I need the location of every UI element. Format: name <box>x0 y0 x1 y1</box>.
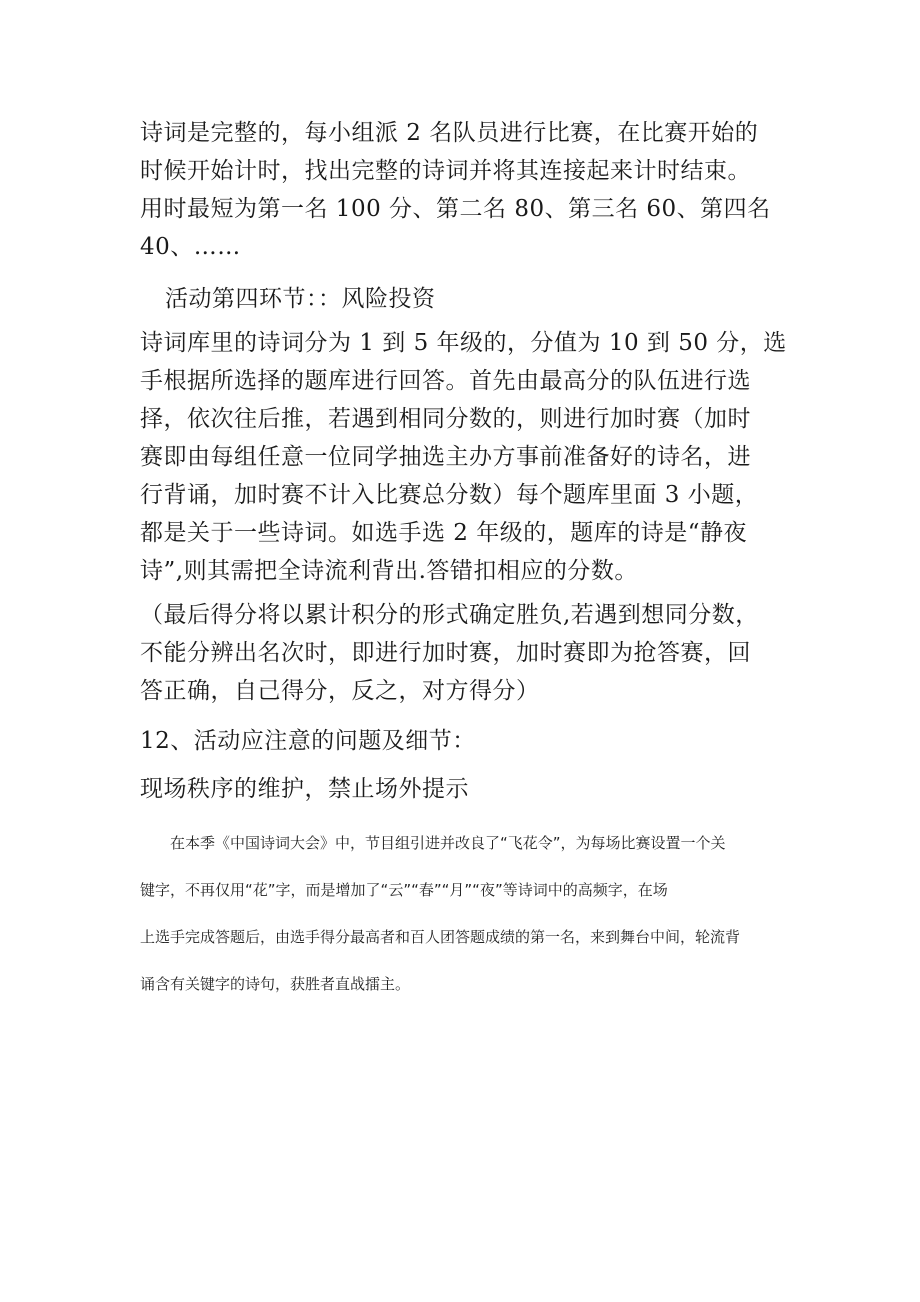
quote-line-1: 在本季《中国诗词大会》中，节目组引进并改良了“飞花令”，为每场比赛设置一个关 <box>170 834 726 852</box>
section-12-text: 现场秩序的维护，禁止场外提示 <box>140 776 469 802</box>
paragraph-2-line-6: 都是关于一些诗词。如选手选 2 年级的，题库的诗是“静夜 <box>140 520 748 546</box>
quote-line-2: 键字，不再仅用“花”字，而是增加了“云”“春”“月”“夜”等诗词中的高频字，在场 <box>140 881 668 899</box>
paragraph-3-line-1: （最后得分将以累计积分的形式确定胜负,若遇到想同分数， <box>140 602 759 628</box>
paragraph-1-line-4: 40、…… <box>140 234 241 260</box>
paragraph-1-line-1: 诗词是完整的，每小组派 2 名队员进行比赛，在比赛开始的 <box>140 120 759 146</box>
paragraph-3-line-2: 不能分辨出名次时，即进行加时赛，加时赛即为抢答赛，回 <box>140 640 751 666</box>
paragraph-2-line-7: 诗”,则其需把全诗流利背出.答错扣相应的分数。 <box>140 558 638 584</box>
quote-line-3: 上选手完成答题后，由选手得分最高者和百人团答题成绩的第一名，来到舞台中间，轮流背 <box>140 928 741 946</box>
section-4-heading: 活动第四环节：：风险投资 <box>165 286 436 312</box>
paragraph-2-line-4: 赛即由每组任意一位同学抽选主办方事前准备好的诗名，进 <box>140 444 751 470</box>
section-12-heading: 12、活动应注意的问题及细节： <box>140 728 476 754</box>
quote-line-4: 诵含有关键字的诗句，获胜者直战擂主。 <box>140 975 411 993</box>
paragraph-1-line-2: 时候开始计时，找出完整的诗词并将其连接起来计时结束。 <box>140 158 751 184</box>
paragraph-2-line-2: 手根据所选择的题库进行回答。首先由最高分的队伍进行选 <box>140 368 751 394</box>
paragraph-2-line-5: 行背诵，加时赛不计入比赛总分数）每个题库里面 3 小题， <box>140 482 759 508</box>
paragraph-1-line-3: 用时最短为第一名 100 分、第二名 80、第三名 60、第四名 <box>140 196 771 222</box>
paragraph-2-line-3: 择，依次往后推，若遇到相同分数的，则进行加时赛（加时 <box>140 406 751 432</box>
paragraph-2-line-1: 诗词库里的诗词分为 1 到 5 年级的，分值为 10 到 50 分，选 <box>140 330 787 356</box>
paragraph-3-line-3: 答正确，自己得分，反之，对方得分） <box>140 678 540 704</box>
